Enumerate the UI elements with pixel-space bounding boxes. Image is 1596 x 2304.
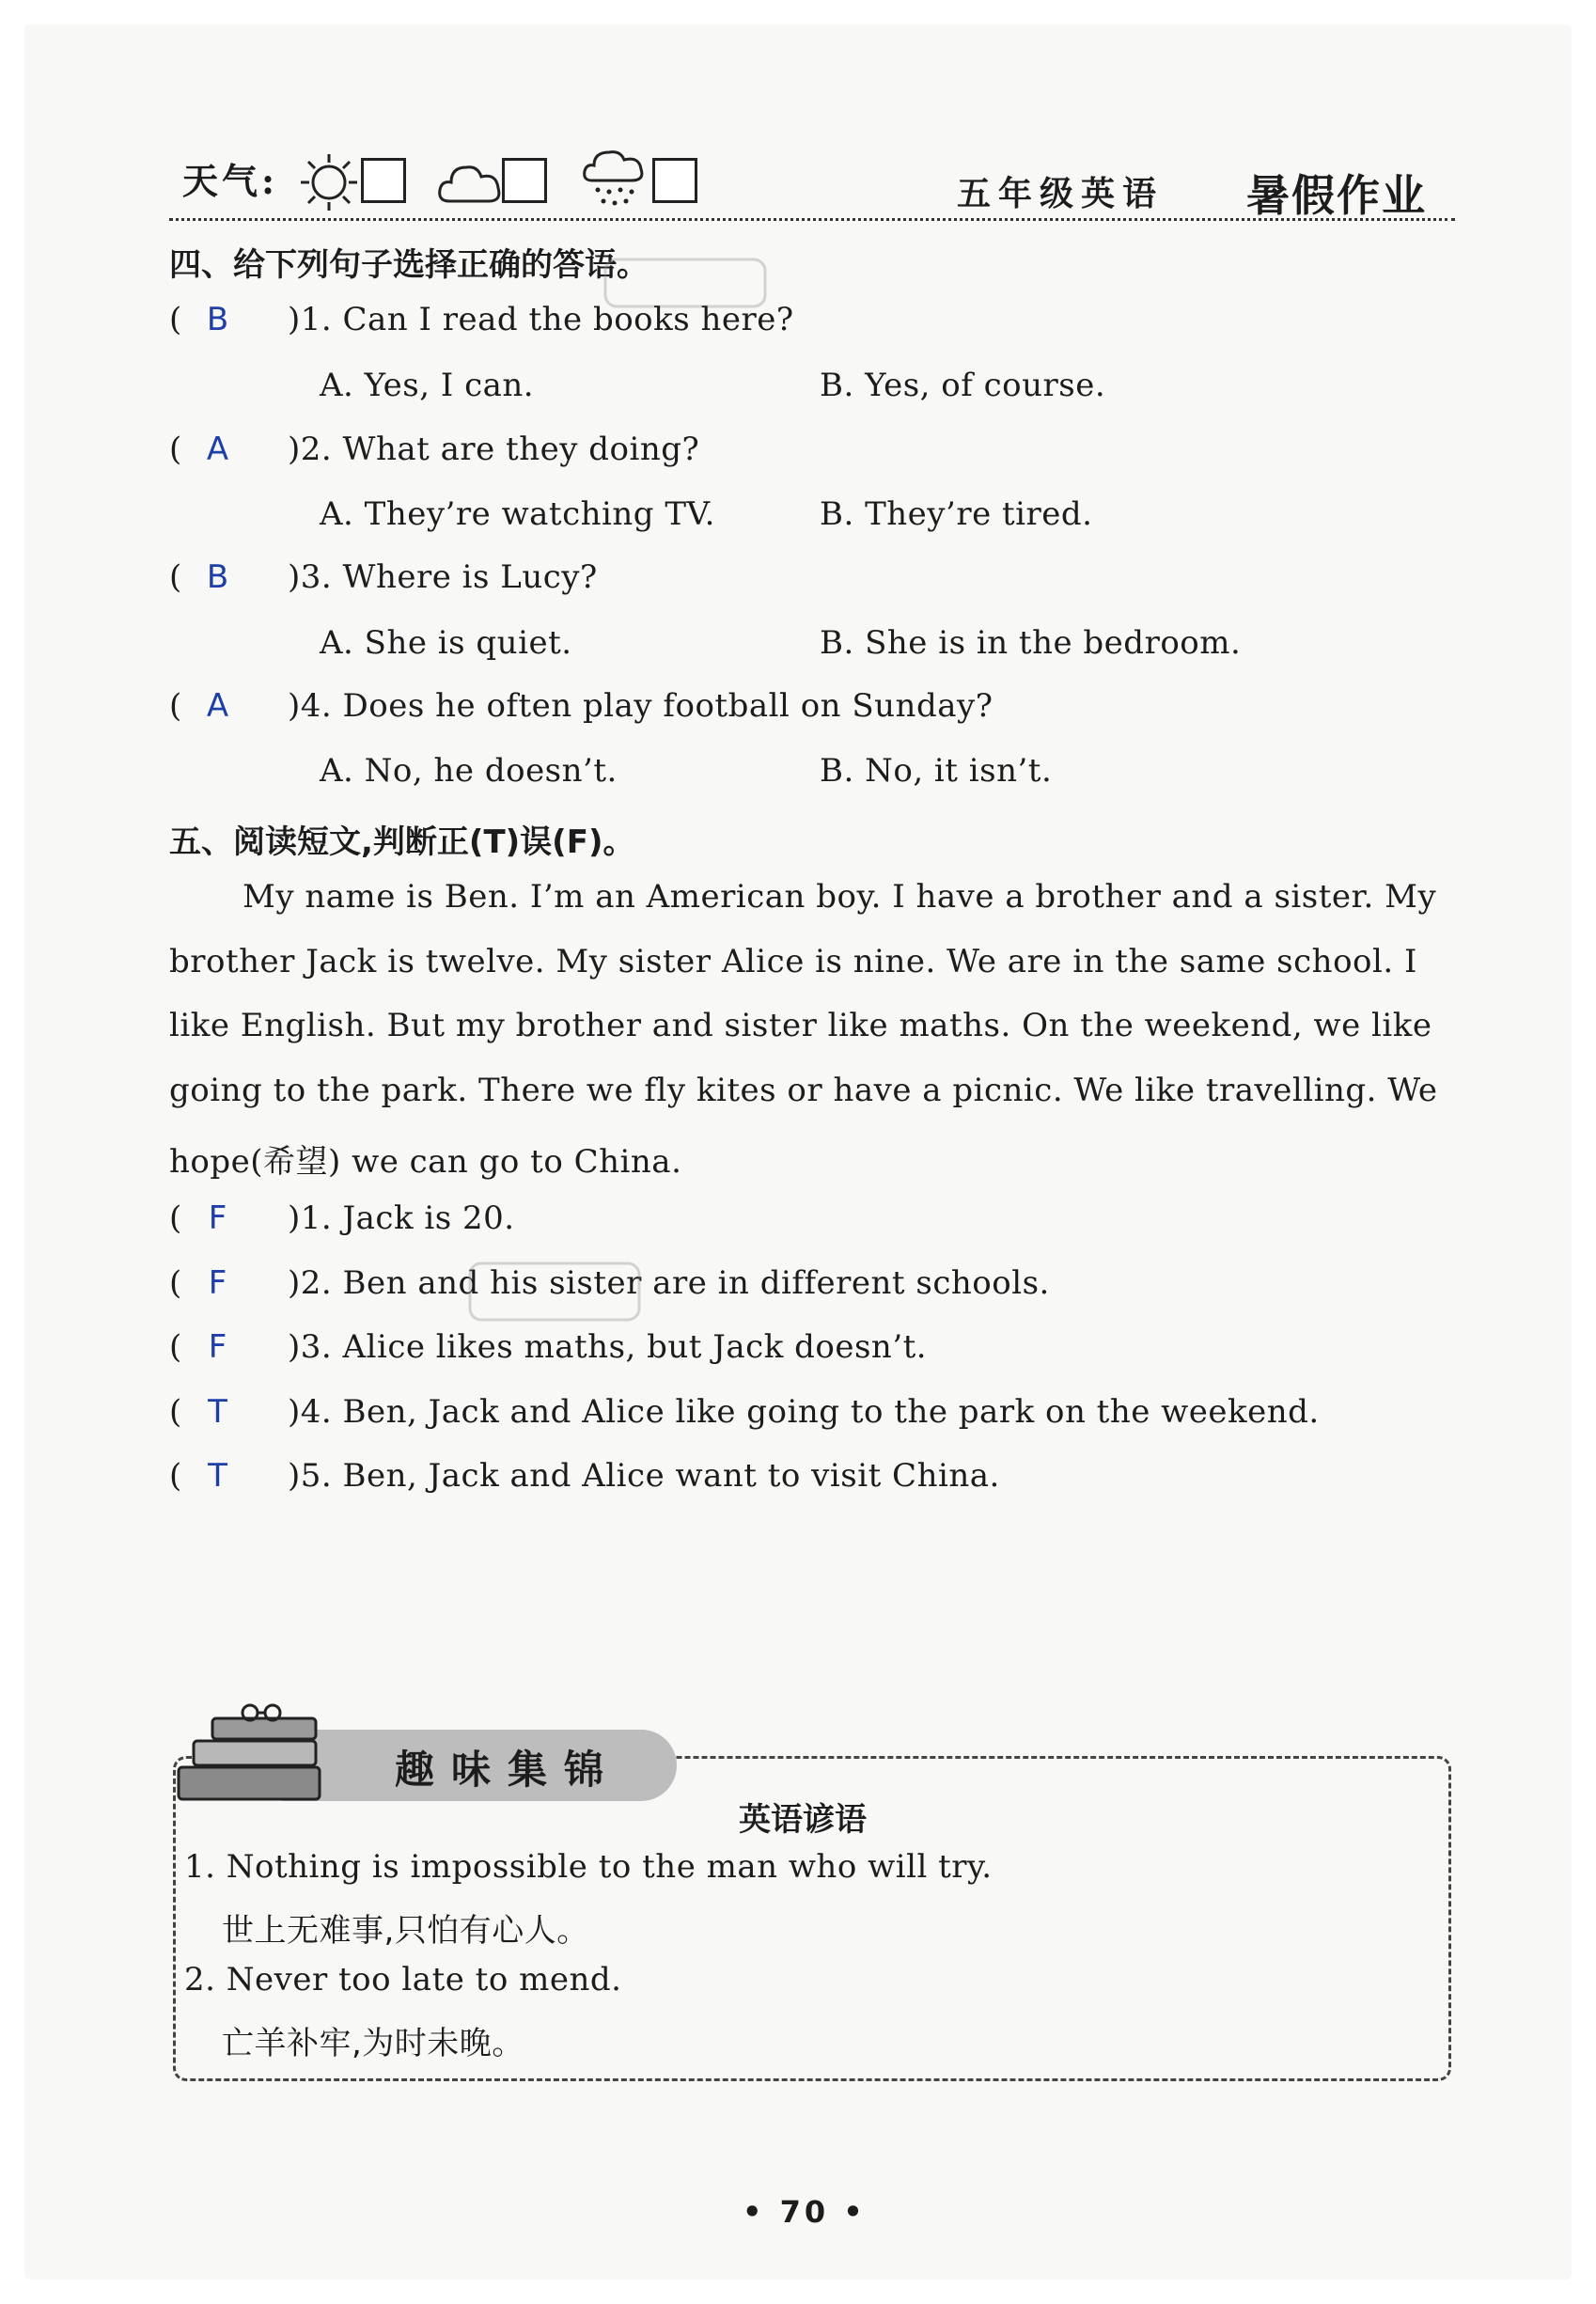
weather-checkbox-sun[interactable] <box>361 158 406 203</box>
answer-letter[interactable]: B <box>206 301 229 338</box>
paren: ( <box>169 558 182 596</box>
book-title: 暑假作业 <box>1246 170 1427 221</box>
books-icon <box>175 1703 335 1816</box>
cloud-icon <box>436 154 504 211</box>
q4-2-option-b: B. They’re tired. <box>820 495 1093 533</box>
statement-text: )4. Ben, Jack and Alice like going to the park on the weekend. <box>288 1393 1320 1431</box>
paren: ( <box>169 1199 182 1237</box>
tf-item-4 <box>169 1393 1320 1431</box>
answer-letter[interactable]: B <box>206 558 229 596</box>
statement-text: )1. Jack is 20. <box>288 1199 515 1237</box>
paren: ( <box>169 301 182 338</box>
q4-item-2 <box>169 431 699 468</box>
paren: ( <box>169 1264 182 1302</box>
question-stem: )2. What are they doing? <box>288 431 700 468</box>
tf-item-3 <box>169 1328 927 1366</box>
tf-item-1 <box>169 1199 515 1237</box>
q4-1-option-b: B. Yes, of course. <box>820 367 1106 404</box>
fun-banner-title: 趣味集锦 <box>395 1747 621 1793</box>
q4-item-3 <box>169 558 598 596</box>
answer-letter[interactable]: F <box>208 1199 227 1237</box>
q4-4-option-a: A. No, he doesn’t. <box>320 752 618 790</box>
passage-line-4: going to the park. There we fly kites or have a picnic. We like travelling. We <box>169 1072 1438 1109</box>
proverb-1-zh: 世上无难事,只怕有心人。 <box>222 1912 589 1950</box>
q4-1-option-a: A. Yes, I can. <box>320 367 535 404</box>
q4-3-option-b: B. She is in the bedroom. <box>820 624 1242 662</box>
weather-checkbox-rain[interactable] <box>652 158 697 203</box>
answer-letter[interactable]: F <box>208 1328 227 1366</box>
paren: ( <box>169 1457 182 1495</box>
q4-4-option-b: B. No, it isn’t. <box>820 752 1053 790</box>
header-divider <box>169 218 1455 221</box>
statement-text: )3. Alice likes maths, but Jack doesn’t. <box>288 1328 928 1366</box>
q4-2-option-a: A. They’re watching TV. <box>320 495 715 533</box>
passage-line-1: My name is Ben. I’m an American boy. I have a brother and a sister. My <box>243 878 1437 916</box>
proverb-2-zh: 亡羊补牢,为时未晚。 <box>222 2025 524 2062</box>
sun-icon <box>299 152 359 212</box>
passage-line-5: hope(希望) we can go to China. <box>169 1143 682 1181</box>
tf-item-5 <box>169 1457 1000 1495</box>
answer-letter[interactable]: T <box>208 1393 228 1431</box>
passage-line-2: brother Jack is twelve. My sister Alice is nine. We are in the same school. I <box>169 943 1417 980</box>
weather-checkbox-cloud[interactable] <box>502 158 547 203</box>
passage-line-3: like English. But my brother and sister like maths. On the weekend, we like <box>169 1007 1432 1044</box>
q4-item-1 <box>169 301 794 338</box>
answer-letter[interactable]: T <box>208 1457 228 1495</box>
watermark-overlay <box>432 1256 714 1331</box>
paren: ( <box>169 687 182 725</box>
proverb-1-en: 1. Nothing is impossible to the man who will try. <box>184 1848 993 1886</box>
q4-3-option-a: A. She is quiet. <box>320 624 572 662</box>
paren: ( <box>169 431 182 468</box>
section5-title: 五、阅读短文,判断正(T)误(F)。 <box>169 823 635 861</box>
statement-text: )5. Ben, Jack and Alice want to visit China. <box>288 1457 1000 1495</box>
page-number: • 70 • <box>743 2194 867 2230</box>
paren: ( <box>169 1393 182 1431</box>
statement-text: )2. Ben and his sister are in different schools. <box>288 1264 1050 1302</box>
answer-letter[interactable]: A <box>206 431 229 468</box>
section4-title: 四、给下列句子选择正确的答语。 <box>169 246 649 284</box>
grade-subject: 五年级英语 <box>957 174 1165 213</box>
q4-item-4 <box>169 687 993 725</box>
question-stem: )1. Can I read the books here? <box>288 301 794 338</box>
question-stem: )4. Does he often play football on Sunday? <box>288 687 994 725</box>
answer-letter[interactable]: A <box>206 687 229 725</box>
proverbs-subtitle: 英语谚语 <box>739 1801 867 1839</box>
question-stem: )3. Where is Lucy? <box>288 558 598 596</box>
answer-letter[interactable]: F <box>208 1264 227 1302</box>
rain-icon <box>581 147 650 212</box>
proverb-2-en: 2. Never too late to mend. <box>184 1961 622 1998</box>
paren: ( <box>169 1328 182 1366</box>
weather-label: 天气: <box>182 160 279 202</box>
